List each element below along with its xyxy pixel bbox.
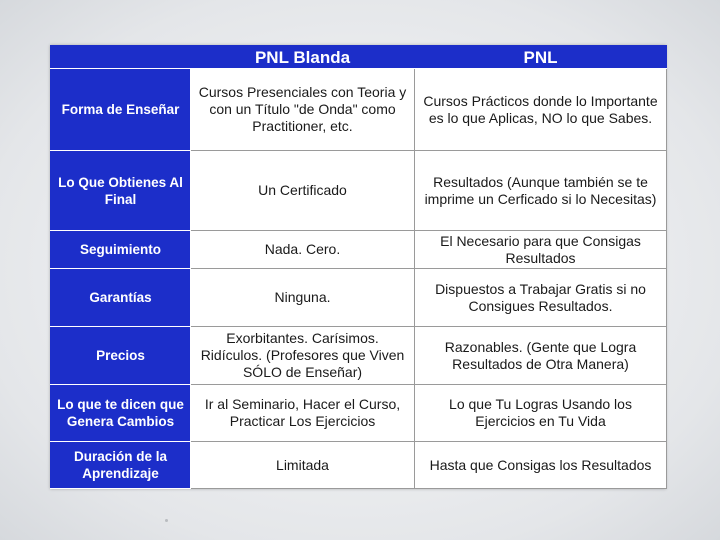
cell-pnl-blanda: Exorbitantes. Carísimos. Ridículos. (Profesores que Viven SÓLO de Enseñar) (191, 327, 415, 385)
row-label: Precios (51, 327, 191, 385)
header-pnl-blanda: PNL Blanda (191, 46, 415, 69)
table-row (51, 385, 667, 442)
row-label: Garantías (51, 269, 191, 327)
decorative-dot (165, 519, 168, 522)
cell-pnl: Resultados (Aunque también se te imprime un Cerficado si lo Necesitas) (415, 151, 667, 231)
header-pnl: PNL (415, 46, 667, 69)
row-label: Duración de la Aprendizaje (51, 442, 191, 489)
cell-pnl: Lo que Tu Logras Usando los Ejercicios en Tu Vida (415, 385, 667, 442)
cell-pnl-blanda: Limitada (191, 442, 415, 489)
row-label: Forma de Enseñar (51, 69, 191, 151)
cell-pnl-blanda: Ninguna. (191, 269, 415, 327)
cell-pnl-blanda: Ir al Seminario, Hacer el Curso, Practicar Los Ejercicios (191, 385, 415, 442)
cell-pnl: El Necesario para que Consigas Resultados (415, 231, 667, 269)
table-row (51, 442, 667, 489)
row-label: Lo que te dicen que Genera Cambios (51, 385, 191, 442)
comparison-table (50, 45, 667, 489)
cell-pnl: Dispuestos a Trabajar Gratis si no Consigues Resultados. (415, 269, 667, 327)
row-label: Seguimiento (51, 231, 191, 269)
table-row (51, 327, 667, 385)
table-row (51, 269, 667, 327)
comparison-table-container (50, 45, 666, 489)
cell-pnl: Hasta que Consigas los Resultados (415, 442, 667, 489)
cell-pnl: Razonables. (Gente que Logra Resultados de Otra Manera) (415, 327, 667, 385)
cell-pnl-blanda: Un Certificado (191, 151, 415, 231)
table-header-row (51, 46, 667, 69)
cell-pnl-blanda: Cursos Presenciales con Teoria y con un Título "de Onda" como Practitioner, etc. (191, 69, 415, 151)
cell-pnl: Cursos Prácticos donde lo Importante es lo que Aplicas, NO lo que Sabes. (415, 69, 667, 151)
cell-pnl-blanda: Nada. Cero. (191, 231, 415, 269)
row-label: Lo Que Obtienes Al Final (51, 151, 191, 231)
table-row (51, 69, 667, 151)
table-row (51, 151, 667, 231)
table-row (51, 231, 667, 269)
header-corner (51, 46, 191, 69)
